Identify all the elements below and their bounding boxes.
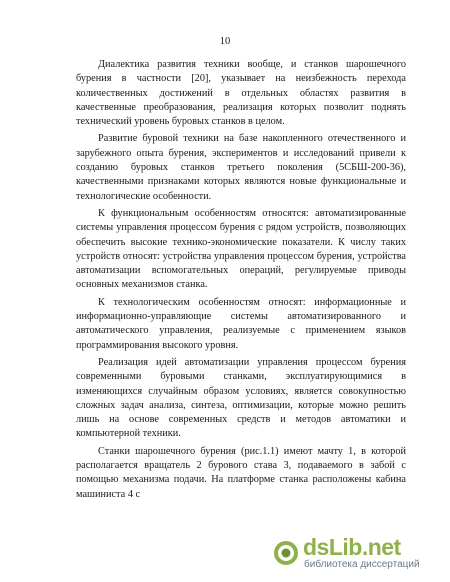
paragraph: Развитие буровой техники на базе накопленного отечественного и зарубежного опыта бурения, экспериментов и исследований привели к созданию буровых станков третьего поколения (5СБШ-200-36), качественными признаками которых являются новые функциональные и технологические особенности. [76, 133, 406, 202]
dslib-logo-icon [273, 540, 299, 566]
page-number: 10 [219, 36, 231, 47]
paragraph: К функциональным особенностям относятся: автоматизированные системы управления процессом бурения с рядом устройств, позволяющих обеспечить высокие технико-экономические показатели. К числу таких устройств относят: устройства управления процессом бурения, устройства автоматизации вспомогательных операций, регулируемые приводы основных механизмов станка. [76, 207, 406, 291]
document-body [76, 58, 406, 502]
dslib-watermark[interactable] [273, 534, 438, 572]
paragraph: Диалектика развития техники вообще, и станков шарошечного бурения в частности [20], указывает на неизбежность перехода количественных достижений в отдельных областях развития в качественные преобразования, реализация которых позволит поднять технический уровень буровых станков в целом. [76, 59, 406, 128]
watermark-brand: dsLib.net [303, 534, 401, 560]
watermark-subtitle: библиотека диссертаций [304, 559, 420, 570]
paragraph: Станки шарошечного бурения (рис.1.1) имеют мачту 1, в которой располагается вращатель 2 бурового става 3, подаваемого в забой с помощью механизма подачи. На платформе станка расположены кабина машиниста 4 с [76, 445, 406, 500]
paragraph: Реализация идей автоматизации управления процессом бурения современными буровыми станками, эксплуатирующимися в изменяющихся случайным образом условиях, является совокупностью сложных задач анализа, синтеза, оптимизации, которые можно решить лишь на основе современных средств и методов автоматики и компьютерной техники. [76, 356, 406, 440]
paragraph: К технологическим особенностям относят: информационные и информационно-управляющие системы автоматизированного и автоматического управления, реализуемые с применением языков программирования высокого уровня. [76, 296, 406, 351]
